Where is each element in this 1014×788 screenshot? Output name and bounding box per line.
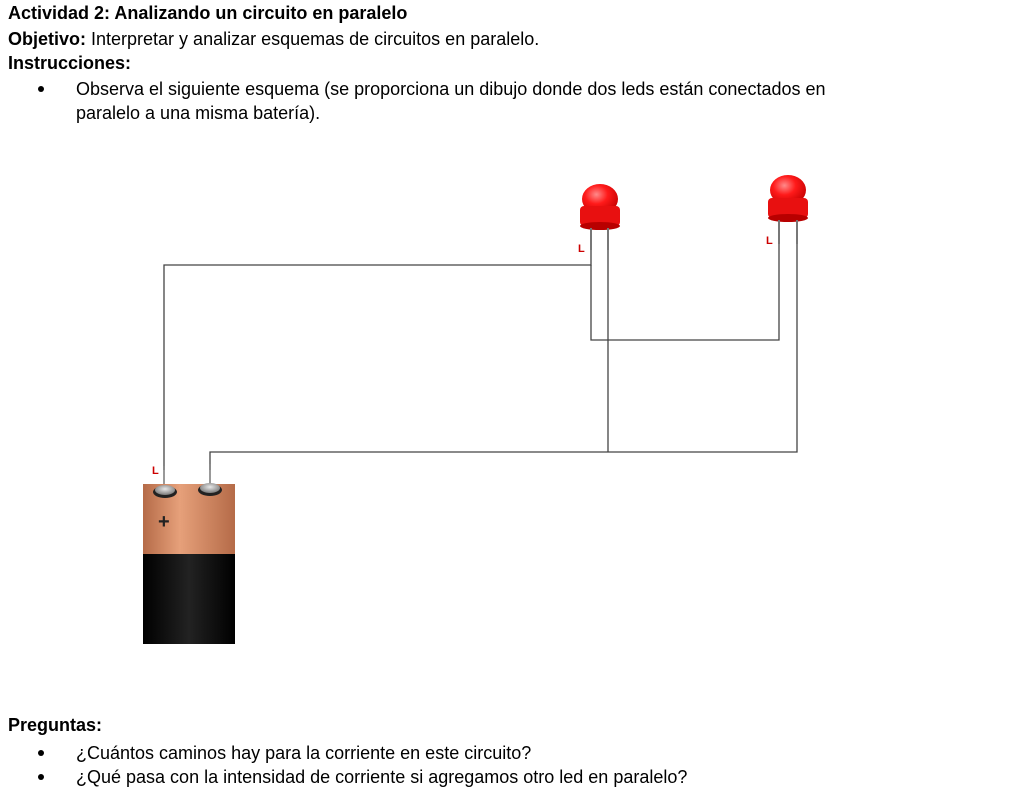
question-text: ¿Qué pasa con la intensidad de corriente si agregamos otro led en paralelo?: [76, 767, 688, 787]
objective-text: Interpretar y analizar esquemas de circuitos en paralelo.: [86, 29, 540, 49]
bullet-dot: [38, 774, 44, 780]
bullet-dot: [38, 750, 44, 756]
battery-terminal-label: L: [152, 465, 159, 477]
battery-9v: [143, 464, 235, 644]
led-1-leg-label: L: [578, 243, 585, 255]
questions-label: Preguntas:: [8, 715, 103, 735]
wire-battery-to-led1: [164, 244, 591, 470]
question-item: [0, 742, 1014, 764]
battery-plus-sign: +: [158, 511, 170, 533]
page-title: Actividad 2: Analizando un circuito en paralelo: [8, 3, 408, 23]
question-item: [0, 766, 1014, 788]
instruction-line-2: paralelo a una misma batería).: [76, 103, 321, 123]
instruction-line-1: Observa el siguiente esquema (se proporciona un dibujo donde dos leds están conectados en: [76, 79, 826, 99]
question-text: ¿Cuántos caminos hay para la corriente en este circuito?: [76, 743, 532, 763]
circuit-wires: [164, 244, 797, 470]
wire-led1-left-to-led2: [591, 244, 779, 340]
led-1: [578, 184, 620, 255]
wire-battery-neg-to-led2: [210, 244, 797, 470]
led-2: [766, 175, 808, 247]
led-2-leg-label: L: [766, 235, 773, 247]
instructions-label: Instrucciones:: [8, 53, 132, 73]
objective-label: Objetivo:: [8, 29, 87, 49]
